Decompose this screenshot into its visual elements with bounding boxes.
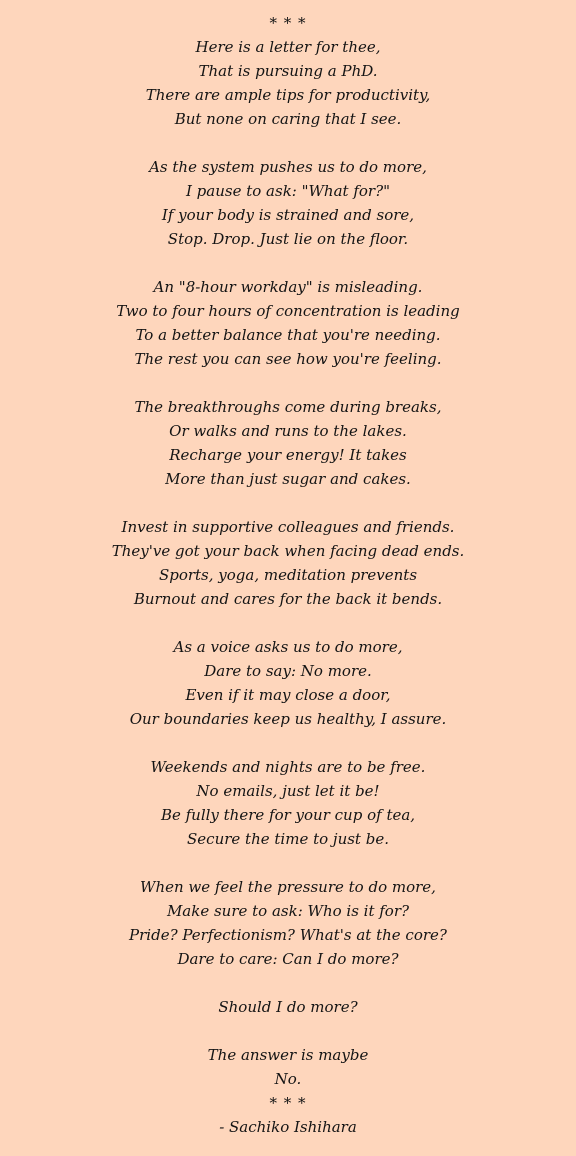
poem-line: If your body is strained and sore,: [161, 206, 415, 224]
poem-line: When we feel the pressure to do more,: [140, 878, 436, 896]
poem-line: Dare to care: Can I do more?: [177, 950, 399, 968]
poem-line: I pause to ask: "What for?": [185, 182, 391, 200]
stanza-break: [0, 371, 576, 395]
stanza-break: [0, 611, 576, 635]
ornament-bottom: * * *: [269, 1094, 307, 1112]
stanza-break: [0, 131, 576, 155]
poem-line: Weekends and nights are to be free.: [150, 758, 426, 776]
poem-line: Our boundaries keep us healthy, I assure.: [129, 710, 447, 728]
signature: - Sachiko Ishihara: [219, 1118, 357, 1136]
ornament-top: * * *: [269, 14, 307, 32]
poem-line: But none on caring that I see.: [174, 110, 402, 128]
poem-line: To a better balance that you're needing.: [135, 326, 441, 344]
poem-line: The breakthroughs come during breaks,: [134, 398, 442, 416]
poem-line: As a voice asks us to do more,: [173, 638, 403, 656]
poem-line: They've got your back when facing dead ends.: [111, 542, 465, 560]
poem-line: Sports, yoga, meditation prevents: [158, 566, 418, 584]
poem-line: Be fully there for your cup of tea,: [160, 806, 416, 824]
poem-line: Should I do more?: [218, 998, 358, 1016]
poem-line: Make sure to ask: Who is it for?: [166, 902, 410, 920]
poem-line: As the system pushes us to do more,: [149, 158, 427, 176]
stanza-break: [0, 491, 576, 515]
poem-line: Dare to say: No more.: [204, 662, 372, 680]
poem-line: Recharge your energy! It takes: [169, 446, 407, 464]
poem-line: The answer is maybe: [207, 1046, 369, 1064]
poem-line: There are ample tips for productivity,: [145, 86, 431, 104]
poem-line: Invest in supportive colleagues and friends.: [121, 518, 455, 536]
poem: [0, 11, 576, 1139]
poem-line: That is pursuing a PhD.: [198, 62, 378, 80]
stanza-break: [0, 971, 576, 995]
poem-line: Even if it may close a door,: [185, 686, 391, 704]
poem-line: More than just sugar and cakes.: [165, 470, 411, 488]
poem-line: Burnout and cares for the back it bends.: [133, 590, 443, 608]
poem-line: Or walks and runs to the lakes.: [169, 422, 407, 440]
stanza-break: [0, 731, 576, 755]
stanza-break: [0, 251, 576, 275]
poem-line: No emails, just let it be!: [196, 782, 380, 800]
poem-line: Pride? Perfectionism? What's at the core?: [129, 926, 447, 944]
poem-line: An "8-hour workday" is misleading.: [153, 278, 423, 296]
stanza-break: [0, 1019, 576, 1043]
poem-line: Here is a letter for thee,: [195, 38, 381, 56]
stanza-break: [0, 851, 576, 875]
poem-line: Secure the time to just be.: [187, 830, 389, 848]
poem-line: Two to four hours of concentration is leading: [116, 302, 460, 320]
poem-line: The rest you can see how you're feeling.: [134, 350, 442, 368]
poem-line: No.: [274, 1070, 302, 1088]
poem-line: Stop. Drop. Just lie on the floor.: [167, 230, 409, 248]
